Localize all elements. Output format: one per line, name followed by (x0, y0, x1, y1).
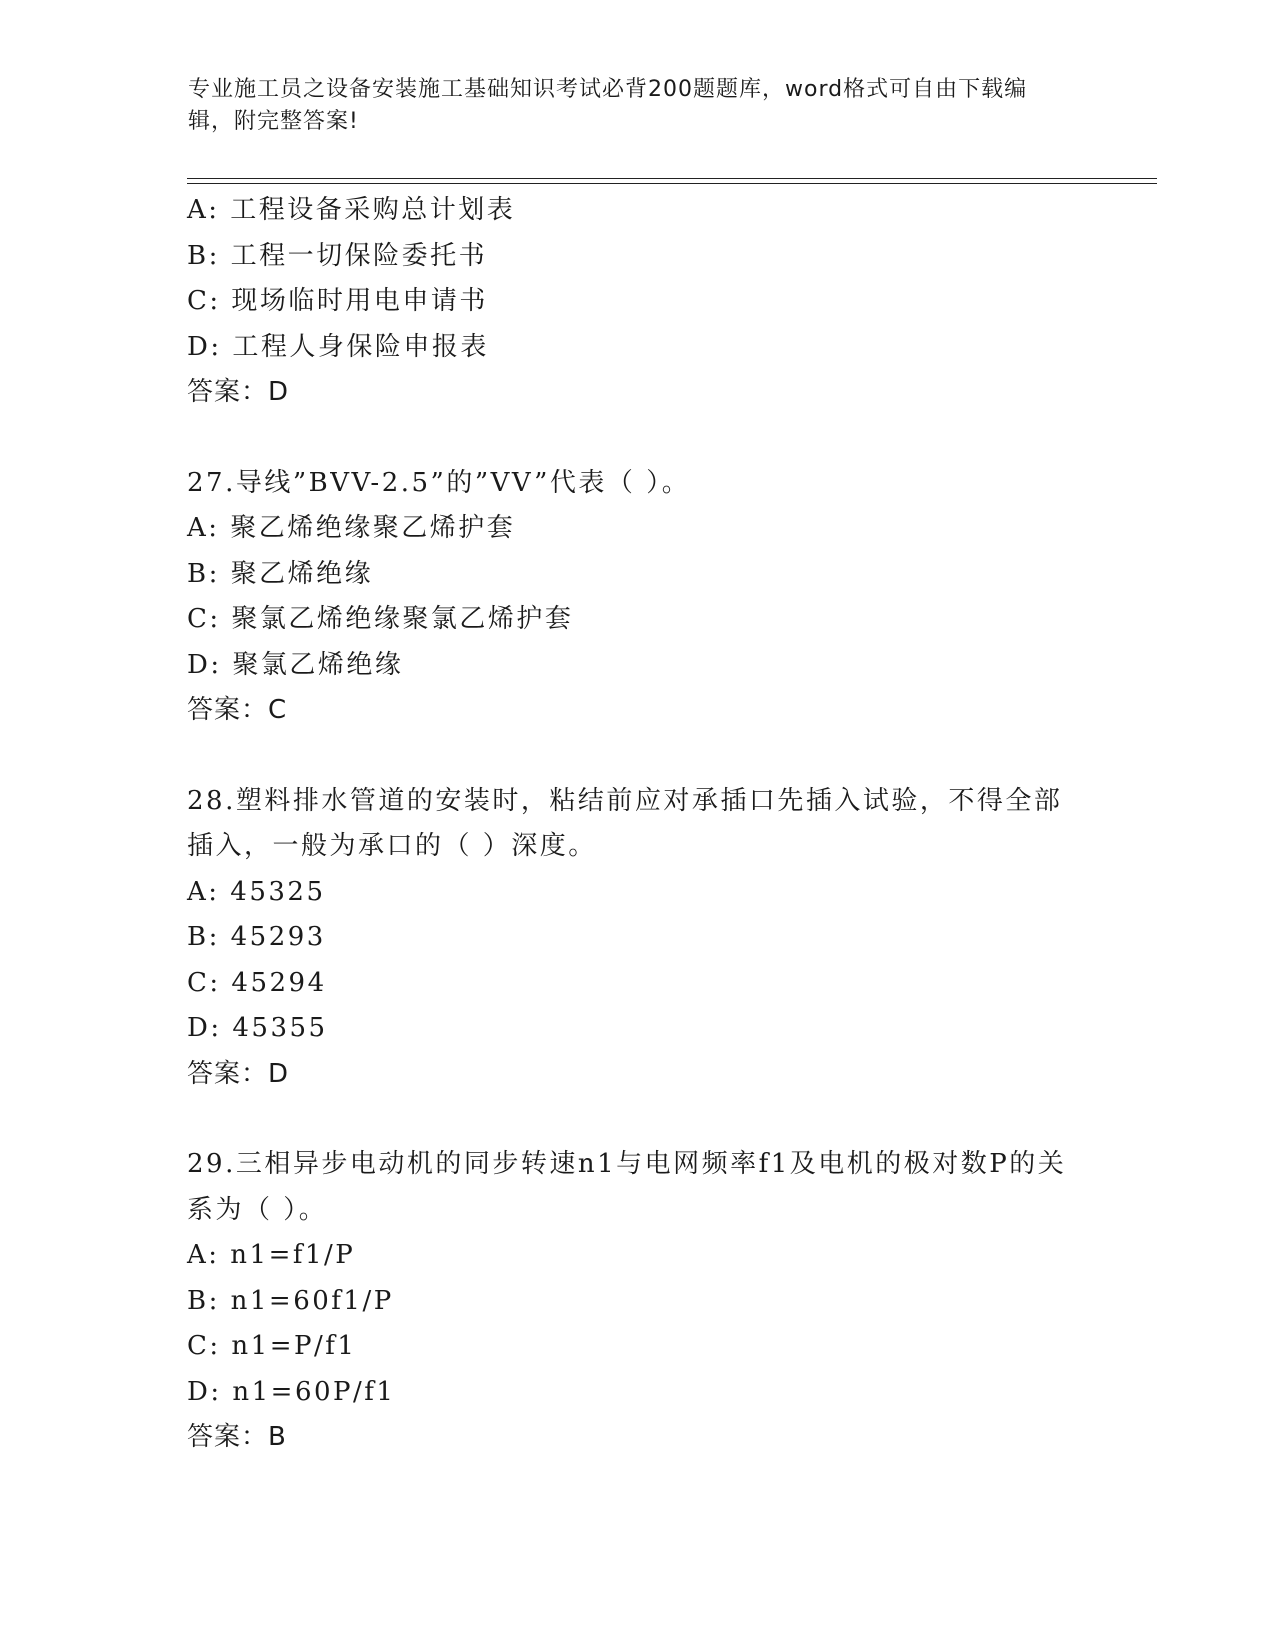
answer-line: 答案：D (187, 377, 290, 407)
option-b: B: 45293 (187, 922, 326, 952)
document-header: 专业施工员之设备安装施工基础知识考试必背200题题库，word格式可自由下载编辑，附完整答案! (188, 77, 1028, 134)
option-b: B: 聚乙烯绝缘 (187, 558, 374, 589)
option-a: A: 工程设备采购总计划表 (187, 195, 516, 225)
option-b: B: 工程一切保险委托书 (187, 240, 488, 271)
answer-line: 答案：B (187, 1422, 287, 1452)
question-block-27 (187, 461, 1087, 734)
option-a: A: 45325 (187, 876, 326, 907)
option-d: D: 45355 (187, 1013, 328, 1043)
option-a: A: 聚乙烯绝缘聚乙烯护套 (187, 513, 516, 543)
option-c: C: 现场临时用电申请书 (187, 286, 488, 316)
option-d: D: 聚氯乙烯绝缘 (187, 649, 404, 680)
option-b: B: n1=60f1/P (187, 1285, 394, 1316)
question-block-29 (187, 1142, 1087, 1461)
spacer (187, 416, 1087, 461)
spacer (187, 1097, 1087, 1142)
question-list (187, 188, 1087, 1461)
option-d: D: n1=60P/f1 (187, 1376, 396, 1407)
question-text: 28.塑料排水管道的安装时，粘结前应对承插口先插入试验，不得全部插入，一般为承口的（ ）深度。 (187, 785, 1063, 861)
question-block-26 (187, 188, 1087, 416)
option-d: D: 工程人身保险申报表 (187, 331, 489, 362)
option-c: C: 聚氯乙烯绝缘聚氯乙烯护套 (187, 604, 574, 634)
question-block-28 (187, 779, 1087, 1098)
answer-line: 答案：C (187, 695, 288, 725)
header-divider-top (187, 178, 1157, 179)
question-text: 27.导线”BVV-2.5”的”VV”代表（ ）。 (187, 467, 691, 498)
option-c: C: 45294 (187, 967, 327, 998)
header-divider-bottom (187, 183, 1157, 184)
question-text: 29.三相异步电动机的同步转速n1与电网频率f1及电机的极对数P的关系为（ ）。 (187, 1149, 1067, 1225)
option-a: A: n1=f1/P (187, 1240, 356, 1270)
answer-line: 答案：D (187, 1058, 290, 1089)
spacer (187, 734, 1087, 779)
option-c: C: n1=P/f1 (187, 1331, 357, 1361)
